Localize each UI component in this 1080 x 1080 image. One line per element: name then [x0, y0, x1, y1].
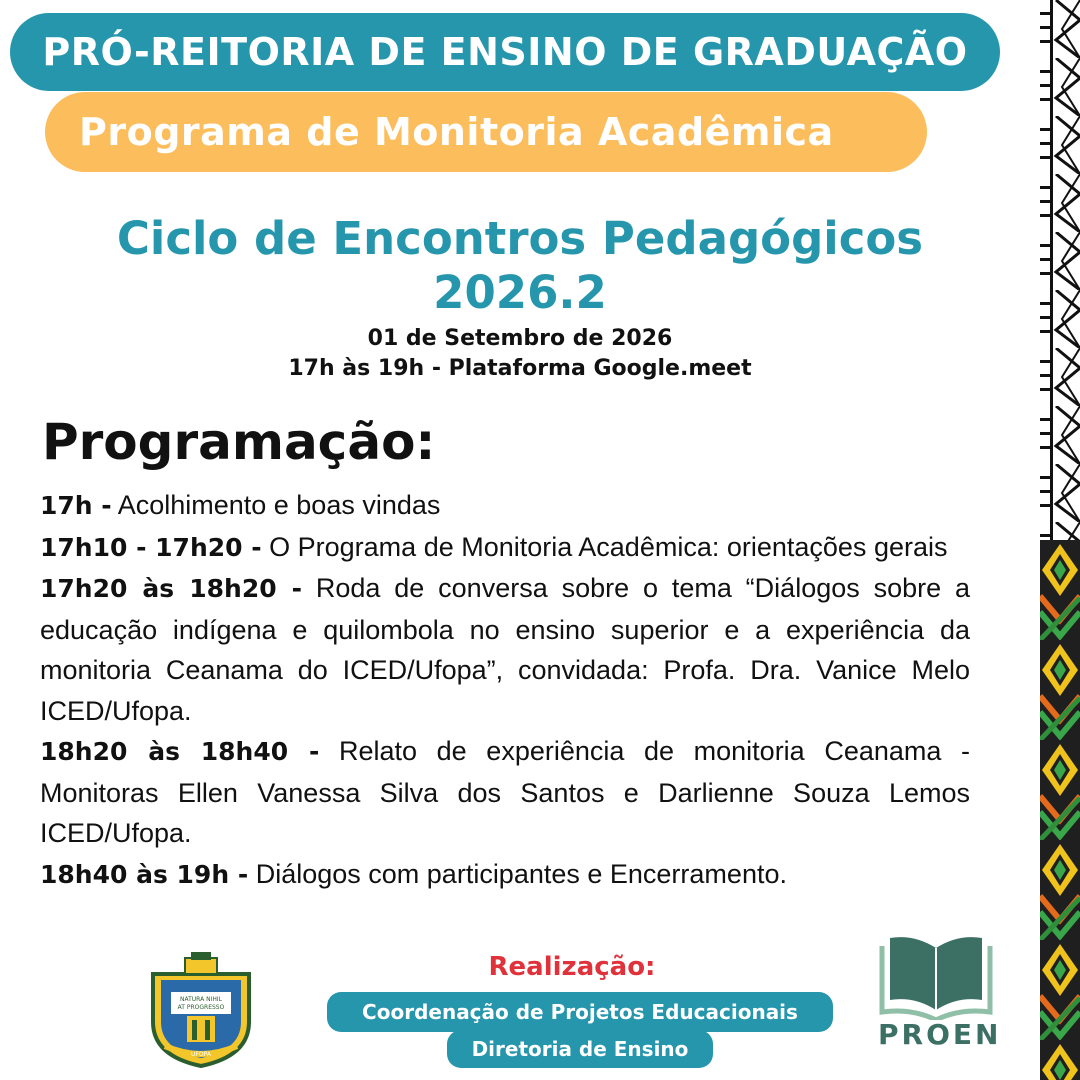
schedule-list [40, 485, 970, 895]
event-time-platform: 17h às 19h - Plataforma Google.meet [288, 356, 752, 381]
schedule-item [40, 527, 970, 569]
event-title-line1: Ciclo de Encontros Pedagógicos [116, 212, 924, 265]
schedule-item-description: Roda de conversa sobre o tema “Diálogos sobre a educação indígena e quilombola no ensino superior e a experiência da monitoria Ceanama do ICED/Ufopa”, convidada: Profa. Dra. Vanice Melo ICED/Ufopa. [40, 573, 970, 726]
program-banner [45, 92, 927, 172]
svg-text:UFOPA: UFOPA [191, 1051, 211, 1058]
schedule-item-description: O Programa de Monitoria Acadêmica: orientações gerais [269, 531, 948, 562]
schedule-item-time: 18h40 às 19h - [40, 859, 249, 889]
coordenacao-label: Coordenação de Projetos Educacionais [362, 1000, 798, 1024]
programacao-heading: Programação: [42, 413, 436, 471]
event-date: 01 de Setembro de 2026 [367, 326, 673, 351]
program-title: Programa de Monitoria Acadêmica [79, 110, 834, 154]
schedule-item-time: 17h - [40, 491, 112, 520]
proen-label: PROEN [878, 1018, 1002, 1051]
schedule-item [40, 568, 970, 731]
decorative-border-bottom [1040, 540, 1080, 1080]
schedule-item [40, 854, 970, 896]
schedule-item-time: 18h20 às 18h40 - [40, 737, 320, 766]
schedule-item-time: 17h20 às 18h20 - [40, 574, 303, 603]
event-title-line2: 2026.2 [433, 266, 607, 319]
decorative-border-top [1040, 0, 1080, 540]
schedule-item [40, 731, 970, 854]
schedule-item-description: Relato de experiência de monitoria Ceanama - Monitoras Ellen Vanessa Silva dos Santos e Darlienne Souza Lemos ICED/Ufopa. [40, 736, 970, 848]
proen-book-icon [878, 930, 994, 1020]
event-title [0, 212, 1040, 320]
schedule-item-description: Acolhimento e boas vindas [117, 490, 441, 520]
schedule-item-description: Diálogos com participantes e Encerramento. [255, 858, 787, 889]
institution-title: PRÓ-REITORIA DE ENSINO DE GRADUAÇÃO [42, 30, 968, 74]
svg-text:NATURA NIHIL: NATURA NIHIL [179, 996, 223, 1003]
diretoria-label: Diretoria de Ensino [471, 1037, 689, 1061]
coordenacao-badge [327, 992, 833, 1032]
diretoria-badge [447, 1030, 713, 1068]
realizacao-label: Realização: [488, 952, 656, 982]
schedule-item [40, 485, 970, 527]
svg-text:AT PROGRESSO: AT PROGRESSO [177, 1004, 225, 1011]
schedule-item-time: 17h10 - 17h20 - [40, 532, 262, 562]
header-institution-banner [10, 13, 1000, 91]
